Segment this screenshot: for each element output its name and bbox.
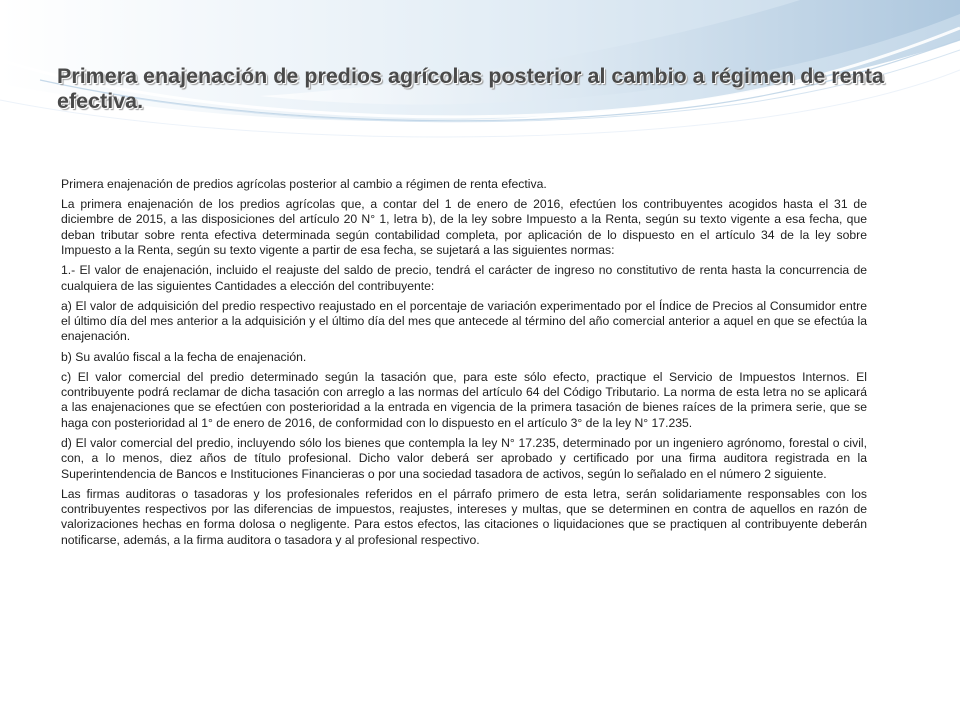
paragraph-heading: Primera enajenación de predios agrícolas posterior al cambio a régimen de renta efectiva. xyxy=(61,177,547,191)
paragraph-option-d: d) El valor comercial del predio, incluyendo sólo los bienes que contempla la ley N° 17.235, determinado por un ingeniero agrónomo, forestal o civil, con, a lo menos, diez años de título profesional. Dicho valor deberá ser aprobado y certificado por una firma auditora registrada en la Superintendencia de Bancos e Instituciones Financieras o por una sociedad tasadora de activos, según lo señalado en el número 2 siguiente. xyxy=(61,435,867,481)
paragraph-responsibility: Las firmas auditoras o tasadoras y los profesionales referidos en el párrafo primero de esta letra, serán solidariamente responsables con los contribuyentes respectivos por las diferencias de impuestos, reajustes, intereses y multas, que se determinen en contra de aquellos en razón de valorizaciones hechas en forma dolosa o negligente. Para estos efectos, las citaciones o liquidaciones que se practiquen al contribuyente deberán notificarse, además, a la firma auditora o tasadora y al profesional respectivo. xyxy=(61,486,867,547)
paragraph-intro: La primera enajenación de los predios agrícolas que, a contar del 1 de enero de 2016, efectúen los contribuyentes acogidos hasta el 31 de diciembre de 2015, a las disposiciones del artículo 20 N° 1, letra b), de la ley sobre Impuesto a la Renta, según su texto vigente a esa fecha, que deban tributar sobre renta efectiva determinada según contabilidad completa, por aplicación de lo dispuesto en el artículo 34 de la ley sobre Impuesto a la Renta, según su texto vigente a partir de esa fecha, se sujetará a las siguientes normas: xyxy=(61,197,867,258)
slide-body xyxy=(61,177,867,553)
slide-title: Primera enajenación de predios agrícolas posterior al cambio a régimen de renta efectiva. xyxy=(57,64,884,113)
paragraph-option-c: c) El valor comercial del predio determinado según la tasación que, para este sólo efecto, practique el Servicio de Impuestos Internos. El contribuyente podrá reclamar de dicha tasación con arreglo a las normas del artículo 64 del Código Tributario. La norma de esta letra no se aplicará a las enajenaciones que se efectúen con posterioridad a la entrada en vigencia de la primera tasación de bienes raíces de la primera serie, que se haga con posterioridad al 1° de enero de 2016, de conformidad con lo dispuesto en el artículo 3° de la ley N° 17.235. xyxy=(61,369,867,430)
paragraph-rule-1: 1.- El valor de enajenación, incluido el reajuste del saldo de precio, tendrá el carácter de ingreso no constitutivo de renta hasta la concurrencia de cualquiera de las siguientes Cantidades a elección del contribuyente: xyxy=(61,263,867,293)
paragraph-option-b: b) Su avalúo fiscal a la fecha de enajenación. xyxy=(61,349,307,364)
paragraph-option-a: a) El valor de adquisición del predio respectivo reajustado en el porcentaje de variación experimentado por el Índice de Precios al Consumidor entre el último día del mes anterior a la adquisición y el último día del mes que antecede al término del año comercial anterior a aquel en que se efectúa la enajenación. xyxy=(61,298,867,344)
